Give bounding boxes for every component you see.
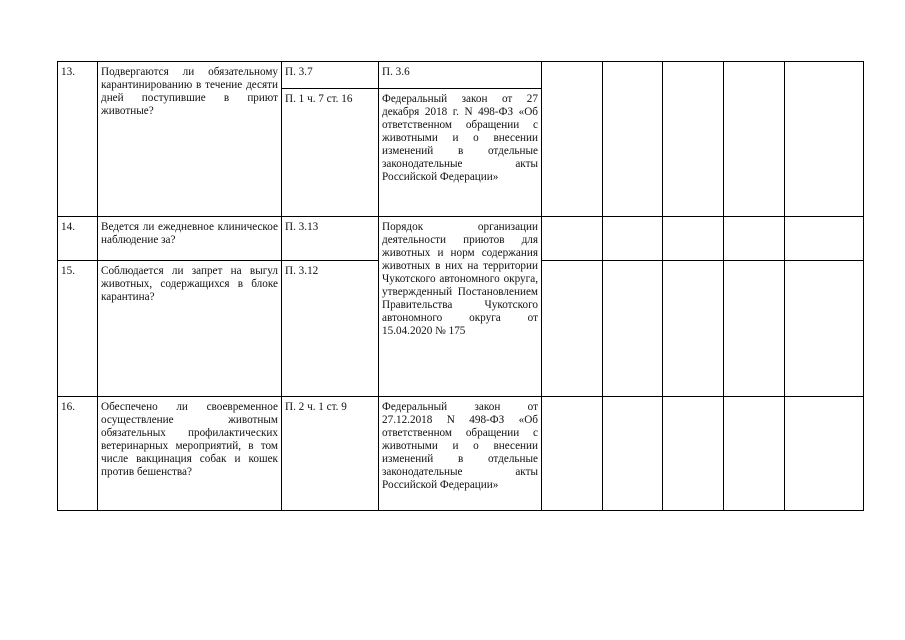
answer-cell (663, 397, 724, 511)
answer-cell (603, 217, 663, 261)
answer-cell (542, 62, 603, 217)
answer-cell (663, 261, 724, 397)
answer-cell (603, 397, 663, 511)
answer-cell (724, 261, 785, 397)
answer-cell (724, 397, 785, 511)
question-text: Соблюдается ли запрет на выгул животных, содержащихся в блоке карантина? (98, 261, 282, 397)
question-text: Подвергаются ли обязательному карантинированию в течение десяти дней поступившие в приют животные? (98, 62, 282, 217)
table-row (58, 62, 864, 89)
answer-cell (785, 217, 864, 261)
answer-cell (785, 62, 864, 217)
answer-cell (603, 62, 663, 217)
checklist-table (57, 61, 864, 511)
legal-point: П. 3.12 (282, 261, 379, 397)
legal-point: П. 2 ч. 1 ст. 9 (282, 397, 379, 511)
question-text: Обеспечено ли своевременное осуществление животным обязательных профилактических ветеринарных мероприятий, в том числе вакцинация собак и кошек против бешенства? (98, 397, 282, 511)
legal-point: П. 3.7 (282, 62, 379, 89)
question-text: Ведется ли ежедневное клиническое наблюдение за? (98, 217, 282, 261)
answer-cell (603, 261, 663, 397)
answer-cell (542, 397, 603, 511)
answer-cell (785, 261, 864, 397)
row-number: 16. (58, 397, 98, 511)
answer-cell (542, 261, 603, 397)
answer-cell (663, 217, 724, 261)
table-row (58, 397, 864, 511)
row-number: 15. (58, 261, 98, 397)
legal-act: Федеральный закон от 27.12.2018 N 498-ФЗ «Об ответственном обращении с животными и о внесении изменений в отдельные законодательные акты Российской Федерации» (379, 397, 542, 511)
answer-cell (542, 217, 603, 261)
answer-cell (724, 62, 785, 217)
answer-cell (785, 397, 864, 511)
legal-act: П. 3.6 (379, 62, 542, 89)
table-row (58, 217, 864, 261)
legal-point: П. 1 ч. 7 ст. 16 (282, 89, 379, 217)
answer-cell (663, 62, 724, 217)
legal-act: Федеральный закон от 27 декабря 2018 г. N 498-ФЗ «Об ответственном обращении с животными и о внесении изменений в отдельные законодательные акты Российской Федерации» (379, 89, 542, 217)
legal-point: П. 3.13 (282, 217, 379, 261)
legal-act: Порядок организации деятельности приютов для животных и норм содержания животных в них на территории Чукотского автономного округа, утвержденный Постановлением Правительства Чукотского автономного округа от 15.04.2020 № 175 (379, 217, 542, 397)
row-number: 13. (58, 62, 98, 217)
answer-cell (724, 217, 785, 261)
row-number: 14. (58, 217, 98, 261)
